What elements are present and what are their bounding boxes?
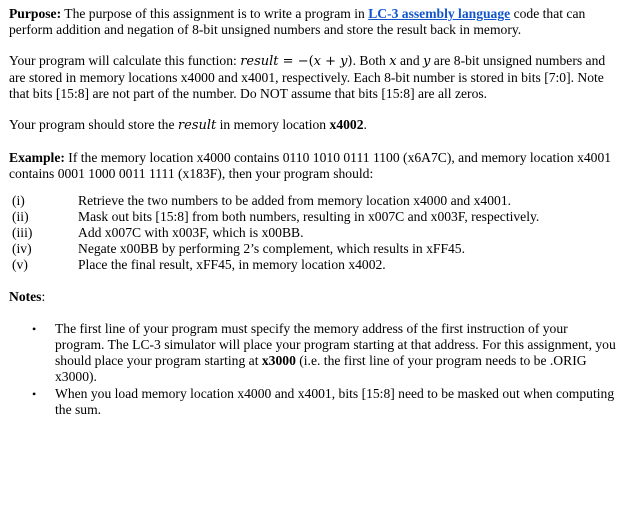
purpose-label: Purpose: <box>9 6 62 21</box>
note-text <box>55 321 620 385</box>
formula-equals-negate: = −( <box>278 54 314 69</box>
purpose-text-after-link: code that can perform addition and negation of 8-bit unsigned numbers and store the result back in memory. <box>9 6 586 37</box>
function-text-both: . Both <box>352 53 390 68</box>
step-text: Retrieve the two numbers to be added from memory location x4000 and x4001. <box>78 193 512 208</box>
notes-label: Notes <box>9 289 42 304</box>
function-paragraph <box>9 53 620 102</box>
notes-heading <box>9 289 620 305</box>
store-text-location: in memory location <box>216 117 330 132</box>
list-item <box>9 321 620 385</box>
formula-x: x <box>313 54 321 69</box>
note-1-text-after: (i.e. the first line of your program needs to be .ORIG x3000). <box>55 353 587 384</box>
store-text-intro: Your program should store the <box>9 117 178 132</box>
list-item <box>9 209 620 225</box>
variable-x: x <box>389 54 397 69</box>
step-text: Mask out bits [15:8] from both numbers, resulting in x007C and x003F, respectively. <box>78 209 540 224</box>
variable-y: y <box>423 54 431 69</box>
step-number: (ii) <box>12 209 29 224</box>
step-number: (i) <box>12 193 25 208</box>
note-1-text-before: The first line of your program must specify the memory address of the first instruction of your program. The LC-3 simulator will place your program starting at that address. For this assignment, you should place your program starting at <box>55 321 616 368</box>
formula-plus: + <box>321 54 341 69</box>
step-text: Negate x00BB by performing 2’s complement, which results in xFF45. <box>78 241 465 256</box>
example-label: Example: <box>9 150 65 165</box>
bullet-icon: • <box>32 387 37 401</box>
list-item <box>9 386 620 418</box>
purpose-text-before-link: The purpose of this assignment is to write a program in <box>61 6 369 21</box>
formula-result: result <box>240 54 279 69</box>
store-location-address: x4002 <box>329 117 364 132</box>
formula-close-paren: ) <box>347 54 353 69</box>
step-number: (iii) <box>12 225 33 240</box>
example-text: If the memory location x4000 contains 0110 1010 0111 1100 (x6A7C), and memory location x4001 contains 0001 1000 0011 1111 (x183F), then your program should: <box>9 150 612 181</box>
formula-y: y <box>340 54 348 69</box>
store-variable-result: result <box>177 118 217 133</box>
list-item <box>9 241 620 257</box>
store-text-end: . <box>363 117 367 132</box>
function-text-details: are 8-bit unsigned numbers and are stored in memory locations x4000 and x4001, respectively. Each 8-bit number is stored in bits [7:0]. Note that bits [15:8] are not part of the number. Do NOT assume that bits [15:8] are all zeros. <box>9 53 606 101</box>
step-number: (iv) <box>12 241 32 256</box>
step-text: Place the final result, xFF45, in memory location x4002. <box>78 257 386 272</box>
notes-list <box>9 321 620 418</box>
note-1-start-address: x3000 <box>261 353 296 368</box>
list-item <box>9 193 620 209</box>
store-result-paragraph <box>9 117 620 134</box>
note-2-text: When you load memory location x4000 and x4001, bits [15:8] need to be masked out when computing the sum. <box>55 386 615 417</box>
lc3-assembly-language-link[interactable]: LC-3 assembly language <box>368 6 511 21</box>
step-text: Add x007C with x003F, which is x00BB. <box>78 225 304 240</box>
function-text-and: and <box>396 53 424 68</box>
purpose-paragraph <box>9 6 620 38</box>
function-intro-text: Your program will calculate this function: <box>9 53 241 68</box>
example-paragraph <box>9 150 620 182</box>
step-number: (v) <box>12 257 28 272</box>
notes-colon: : <box>41 289 46 304</box>
list-item <box>9 257 620 273</box>
bullet-icon: • <box>32 322 37 336</box>
example-steps-list <box>9 193 620 273</box>
list-item <box>9 225 620 241</box>
